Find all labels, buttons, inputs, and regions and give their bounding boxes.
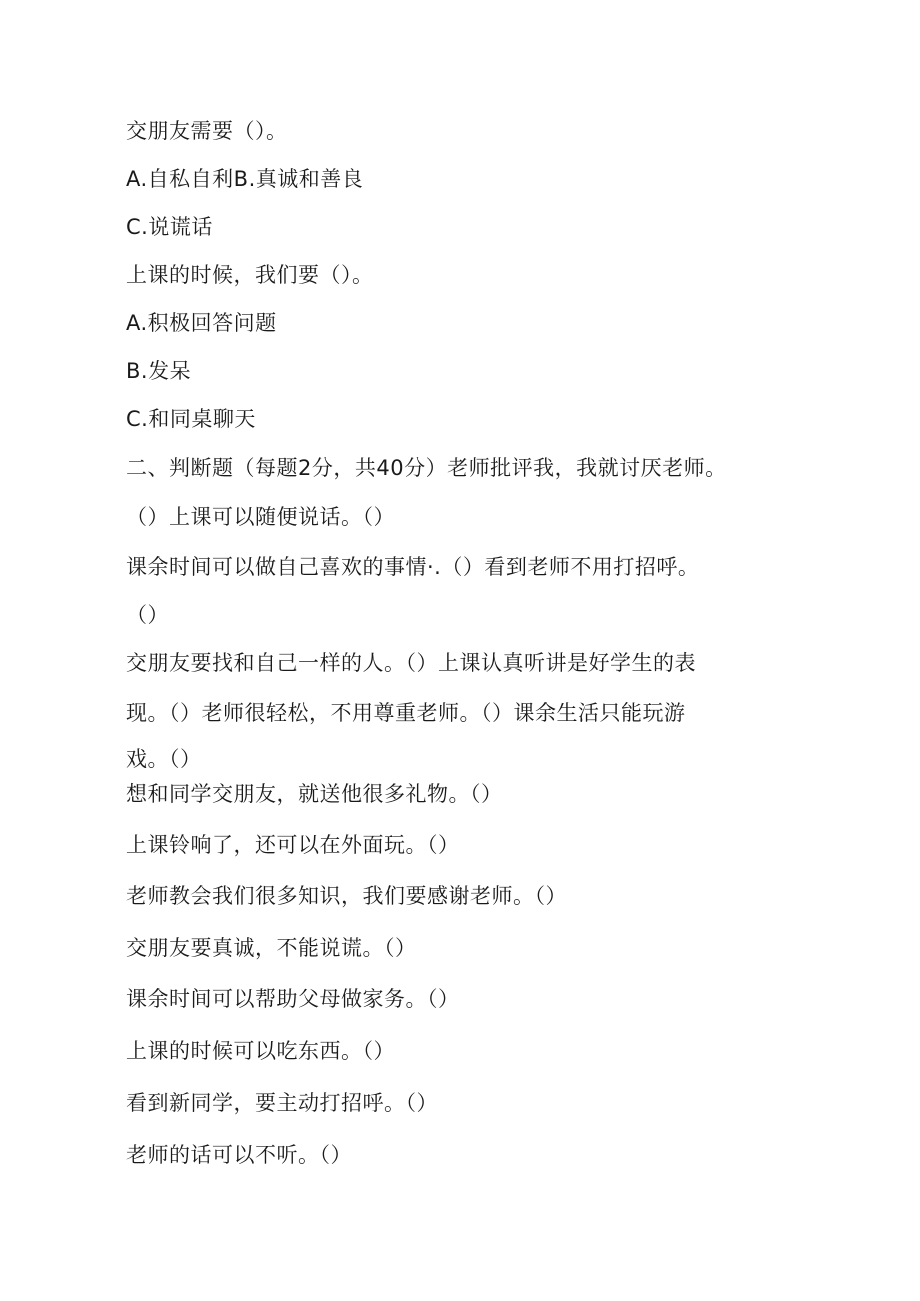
option-line-a: A.积极回答问题 — [126, 311, 277, 335]
judgement-line: 上课铃响了，还可以在外面玩。（） — [126, 833, 460, 857]
judgement-line: 老师的话可以不听。（） — [126, 1143, 352, 1167]
judgement-line: 戏。（） — [126, 747, 202, 771]
option-line-c-2: C.和同桌聊天 — [126, 407, 256, 431]
judgement-line: （） — [126, 603, 169, 627]
judgement-line: 想和同学交朋友，就送他很多礼物。（） — [126, 782, 503, 806]
section-heading-judgement: 二、判断题（每题2分，共40分）老师批评我，我就讨厌老师。 — [126, 456, 727, 480]
option-line-b: B.发呆 — [126, 359, 192, 383]
judgement-line: 交朋友要真诚，不能说谎。（） — [126, 936, 417, 960]
judgement-line: 看到新同学，要主动打招呼。（） — [126, 1091, 438, 1115]
option-line-ab: A.自私自利B.真诚和善良 — [126, 167, 364, 191]
judgement-line: 交朋友要找和自己一样的人。（）上课认真听讲是好学生的表 — [126, 651, 696, 675]
judgement-line: 课余时间可以帮助父母做家务。（） — [126, 987, 460, 1011]
judgement-line: （）上课可以随便说话。（） — [126, 505, 395, 529]
question-make-friends: 交朋友需要（）。 — [126, 119, 288, 143]
question-in-class: 上课的时候，我们要（）。 — [126, 263, 374, 287]
option-line-c: C.说谎话 — [126, 215, 213, 239]
judgement-line: 课余时间可以做自己喜欢的事情·.（）看到老师不用打招呼。 — [126, 555, 700, 579]
judgement-line: 现。（）老师很轻松，不用尊重老师。（）课余生活只能玩游 — [126, 701, 686, 725]
judgement-line: 老师教会我们很多知识，我们要感谢老师。（） — [126, 884, 567, 908]
judgement-line: 上课的时候可以吃东西。（） — [126, 1039, 395, 1063]
